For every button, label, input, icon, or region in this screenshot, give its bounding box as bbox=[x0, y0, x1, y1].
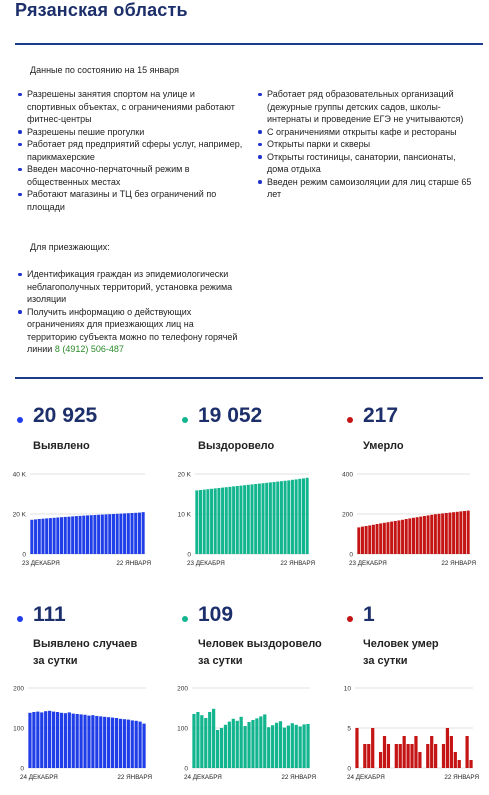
bar bbox=[394, 521, 397, 554]
bar bbox=[67, 517, 70, 554]
list-item: С ограничениями открыты кафе и рестораны bbox=[258, 126, 478, 139]
bar bbox=[403, 736, 406, 768]
bar bbox=[430, 515, 433, 554]
bar bbox=[200, 715, 203, 768]
x-tick-label-start: 24 ДЕКАБРЯ bbox=[20, 774, 58, 781]
bar bbox=[306, 724, 309, 768]
bar bbox=[123, 513, 126, 554]
bar bbox=[405, 519, 408, 554]
bar bbox=[97, 515, 100, 554]
red-dot-icon bbox=[347, 417, 353, 423]
bar bbox=[269, 482, 272, 554]
bar bbox=[214, 488, 217, 554]
bar bbox=[52, 712, 55, 768]
bar bbox=[86, 515, 89, 554]
list-item: Работает ряд предприятий сферы услуг, например, парикмахерские bbox=[18, 138, 243, 163]
bar bbox=[355, 728, 358, 768]
x-tick-label-start: 24 ДЕКАБРЯ bbox=[347, 774, 385, 781]
bar bbox=[72, 714, 75, 768]
y-tick-label: 0 bbox=[20, 765, 24, 773]
bar bbox=[87, 716, 90, 768]
bar bbox=[56, 712, 59, 768]
list-item: Работает ряд образовательных организаций (дежурные группы детских садов, школы-интернаты и проведение ЕГЭ не учитываются) bbox=[258, 88, 478, 126]
chart-recovered bbox=[172, 470, 315, 575]
bar bbox=[383, 523, 386, 554]
bar bbox=[379, 752, 382, 768]
list-item: Идентификация граждан из эпидемиологически неблагополучных территорий, установка режима изоляции bbox=[18, 268, 243, 306]
bar bbox=[79, 714, 82, 768]
bar bbox=[459, 511, 462, 554]
bar bbox=[259, 716, 262, 768]
bar bbox=[427, 515, 430, 554]
bar bbox=[376, 524, 379, 554]
bar bbox=[228, 722, 231, 768]
chart-svg bbox=[8, 684, 152, 789]
bar bbox=[60, 713, 63, 768]
bar bbox=[64, 713, 67, 768]
blue-dot-icon bbox=[17, 616, 23, 622]
stat-label: Выздоровело bbox=[198, 440, 275, 452]
stat-label-line1: Выявлено случаев bbox=[33, 638, 138, 650]
bar bbox=[387, 744, 390, 768]
stat-value: 109 bbox=[198, 603, 234, 626]
bar bbox=[119, 514, 122, 554]
bar bbox=[41, 519, 44, 554]
y-tick-label: 0 bbox=[22, 551, 26, 559]
bar bbox=[410, 744, 413, 768]
bar bbox=[76, 714, 79, 768]
bar bbox=[93, 515, 96, 554]
bar bbox=[34, 519, 37, 554]
y-tick-label: 20 K bbox=[177, 471, 191, 479]
bar bbox=[284, 481, 287, 554]
bar bbox=[107, 717, 110, 768]
red-dot-icon bbox=[347, 616, 353, 622]
stat-label: Выявлено bbox=[33, 440, 90, 452]
blue-dot-icon bbox=[17, 417, 23, 423]
bar bbox=[127, 720, 130, 768]
bar bbox=[397, 520, 400, 554]
bar bbox=[208, 712, 211, 768]
bar bbox=[75, 516, 78, 554]
bar bbox=[60, 517, 63, 554]
bar bbox=[467, 511, 470, 554]
chart-svg bbox=[335, 470, 476, 575]
bar bbox=[236, 486, 239, 554]
bar bbox=[192, 714, 195, 768]
bar bbox=[111, 718, 114, 768]
bar bbox=[361, 527, 364, 554]
bar bbox=[263, 714, 266, 768]
bar bbox=[418, 752, 421, 768]
bar bbox=[408, 518, 411, 554]
stat-label-line2: за сутки bbox=[363, 655, 408, 667]
hotline-text: Получить информацию о действующих ограничениях для приезжающих лиц на территорию субъекта можно по телефону горячей линии bbox=[27, 306, 238, 354]
bar bbox=[64, 517, 67, 554]
bar bbox=[221, 488, 224, 554]
divider-bottom bbox=[15, 377, 483, 379]
stat-value: 1 bbox=[363, 603, 375, 626]
chart-svg bbox=[172, 684, 316, 789]
bar bbox=[83, 715, 86, 768]
bar bbox=[399, 744, 402, 768]
bar bbox=[386, 522, 389, 554]
bar bbox=[395, 744, 398, 768]
stat-value: 19 052 bbox=[198, 404, 263, 427]
bar bbox=[446, 728, 449, 768]
bar bbox=[195, 490, 198, 554]
bar bbox=[456, 512, 459, 554]
bar bbox=[426, 744, 429, 768]
chart-daily-recovered bbox=[172, 684, 316, 789]
x-tick-label-start: 24 ДЕКАБРЯ bbox=[184, 774, 222, 781]
x-tick-label-start: 23 ДЕКАБРЯ bbox=[187, 560, 225, 567]
bar bbox=[36, 712, 39, 768]
stat-value: 20 925 bbox=[33, 404, 98, 427]
bar bbox=[127, 513, 130, 554]
bar bbox=[203, 490, 206, 554]
list-item: Работают магазины и ТЦ без ограничений по площади bbox=[18, 188, 243, 213]
bar bbox=[228, 487, 231, 554]
bar bbox=[265, 483, 268, 554]
y-tick-label: 100 bbox=[177, 725, 188, 733]
bar bbox=[112, 514, 115, 554]
bar bbox=[372, 525, 375, 554]
bar bbox=[210, 489, 213, 554]
x-tick-label-end: 22 ЯНВАРЯ bbox=[441, 560, 476, 567]
bar bbox=[131, 720, 134, 768]
bar bbox=[469, 760, 472, 768]
bar bbox=[250, 484, 253, 554]
y-tick-label: 200 bbox=[13, 685, 24, 693]
bar bbox=[40, 712, 43, 768]
bar bbox=[71, 516, 74, 554]
bar bbox=[287, 726, 290, 768]
bar bbox=[196, 712, 199, 768]
stat-label-line1: Человек выздоровело bbox=[198, 638, 322, 650]
bar bbox=[199, 490, 202, 554]
bar bbox=[271, 725, 274, 768]
bar bbox=[258, 484, 261, 554]
y-tick-label: 40 K bbox=[12, 471, 26, 479]
bar bbox=[273, 482, 276, 554]
bar bbox=[299, 726, 302, 768]
y-tick-label: 10 K bbox=[177, 511, 191, 519]
list-item: Открыты парки и скверы bbox=[258, 138, 478, 151]
bar bbox=[448, 513, 451, 554]
bar bbox=[414, 736, 417, 768]
x-tick-label-end: 22 ЯНВАРЯ bbox=[281, 774, 316, 781]
bar bbox=[423, 516, 426, 554]
bar bbox=[108, 514, 111, 554]
bar bbox=[45, 518, 48, 554]
x-tick-label-end: 22 ЯНВАРЯ bbox=[444, 774, 479, 781]
bar bbox=[306, 478, 309, 554]
bar bbox=[371, 728, 374, 768]
bar bbox=[279, 721, 282, 768]
bar bbox=[254, 484, 257, 554]
chart-svg bbox=[335, 684, 479, 789]
bar bbox=[357, 527, 360, 554]
chart-svg bbox=[172, 470, 315, 575]
bar bbox=[68, 712, 71, 768]
bar bbox=[445, 513, 448, 554]
stat-value: 217 bbox=[363, 404, 399, 427]
bar bbox=[95, 716, 98, 768]
bar bbox=[255, 718, 258, 768]
stat-label-line1: Человек умер bbox=[363, 638, 439, 650]
bar bbox=[116, 514, 119, 554]
bar bbox=[368, 525, 371, 554]
bar bbox=[401, 520, 404, 554]
x-tick-label-end: 22 ЯНВАРЯ bbox=[280, 560, 315, 567]
bar bbox=[142, 512, 145, 554]
list-item: Разрешены занятия спортом на улице и спортивных объектах, с ограничениями работают фитнес-центры bbox=[18, 88, 243, 126]
bar bbox=[220, 728, 223, 768]
bar bbox=[379, 523, 382, 554]
bar bbox=[298, 479, 301, 554]
x-tick-label-start: 23 ДЕКАБРЯ bbox=[22, 560, 60, 567]
divider-top bbox=[15, 43, 483, 45]
y-tick-label: 20 K bbox=[12, 511, 26, 519]
bar bbox=[119, 719, 122, 768]
bar bbox=[416, 517, 419, 554]
bar bbox=[434, 744, 437, 768]
arrivals-list bbox=[18, 268, 243, 356]
y-tick-label: 100 bbox=[13, 725, 24, 733]
bar bbox=[204, 718, 207, 768]
x-tick-label-end: 22 ЯНВАРЯ bbox=[117, 774, 152, 781]
restrictions-right-column bbox=[258, 88, 478, 201]
bar bbox=[49, 518, 52, 554]
y-tick-label: 5 bbox=[347, 725, 351, 733]
bar bbox=[287, 480, 290, 554]
bar bbox=[275, 723, 278, 768]
restrictions-left-column bbox=[18, 88, 243, 213]
bar bbox=[134, 513, 137, 554]
bar bbox=[434, 514, 437, 554]
bar bbox=[32, 712, 35, 768]
bar bbox=[367, 744, 370, 768]
x-tick-label-end: 22 ЯНВАРЯ bbox=[116, 560, 151, 567]
bar bbox=[30, 520, 33, 554]
bar bbox=[138, 513, 141, 554]
bar bbox=[135, 721, 138, 768]
bar bbox=[232, 719, 235, 768]
bar bbox=[130, 513, 133, 554]
bar bbox=[283, 728, 286, 768]
bar bbox=[450, 736, 453, 768]
bar bbox=[383, 736, 386, 768]
bar bbox=[82, 516, 85, 554]
bar bbox=[232, 486, 235, 554]
chart-daily-deaths bbox=[335, 684, 479, 789]
bar bbox=[302, 478, 305, 554]
bar bbox=[262, 483, 265, 554]
bar bbox=[406, 744, 409, 768]
y-tick-label: 0 bbox=[349, 551, 353, 559]
bar bbox=[365, 526, 368, 554]
bar bbox=[291, 480, 294, 554]
bar bbox=[276, 482, 279, 554]
bar bbox=[48, 711, 51, 768]
bar bbox=[243, 726, 246, 768]
chart-svg bbox=[8, 470, 151, 575]
y-tick-label: 0 bbox=[184, 765, 188, 773]
stat-label-line2: за сутки bbox=[198, 655, 243, 667]
data-date: Данные по состоянию на 15 января bbox=[30, 65, 179, 75]
chart-deaths bbox=[335, 470, 476, 575]
bar bbox=[53, 518, 56, 554]
bar bbox=[240, 717, 243, 768]
bar bbox=[115, 718, 118, 768]
bar bbox=[302, 724, 305, 768]
y-tick-label: 400 bbox=[342, 471, 353, 479]
bar bbox=[442, 744, 445, 768]
bar bbox=[217, 488, 220, 554]
bar bbox=[101, 515, 104, 554]
bar bbox=[225, 487, 228, 554]
y-tick-label: 200 bbox=[342, 511, 353, 519]
bar bbox=[441, 513, 444, 554]
bar bbox=[79, 516, 82, 554]
bar bbox=[243, 485, 246, 554]
bar bbox=[247, 722, 250, 768]
bar bbox=[142, 724, 145, 768]
bar bbox=[236, 721, 239, 768]
bar bbox=[216, 730, 219, 768]
bar bbox=[390, 522, 393, 554]
chart-detected bbox=[8, 470, 151, 575]
stat-label: Умерло bbox=[363, 440, 404, 452]
page-title: Рязанская область bbox=[15, 0, 188, 20]
list-item: Открыты гостиницы, санатории, пансионаты, дома отдыха bbox=[258, 151, 478, 176]
bar bbox=[56, 518, 59, 555]
bar bbox=[465, 736, 468, 768]
chart-daily-detected bbox=[8, 684, 152, 789]
green-dot-icon bbox=[182, 417, 188, 423]
bar bbox=[363, 744, 366, 768]
bar bbox=[412, 518, 415, 554]
bar bbox=[438, 514, 441, 554]
bar bbox=[138, 722, 141, 768]
bar bbox=[123, 719, 126, 768]
list-item bbox=[18, 306, 243, 356]
bar bbox=[103, 717, 106, 768]
x-tick-label-start: 23 ДЕКАБРЯ bbox=[349, 560, 387, 567]
bar bbox=[239, 486, 242, 554]
bar bbox=[280, 481, 283, 554]
bar bbox=[99, 716, 102, 768]
stat-value: 111 bbox=[33, 603, 66, 626]
bar bbox=[463, 511, 466, 554]
bar bbox=[295, 479, 298, 554]
y-tick-label: 200 bbox=[177, 685, 188, 693]
list-item: Разрешены пешие прогулки bbox=[18, 126, 243, 139]
list-item: Введен режим самоизоляции для лиц старше 65 лет bbox=[258, 176, 478, 201]
bar bbox=[419, 517, 422, 554]
bar bbox=[91, 715, 94, 768]
bar bbox=[458, 760, 461, 768]
bar bbox=[454, 752, 457, 768]
y-tick-label: 0 bbox=[187, 551, 191, 559]
stat-label-line2: за сутки bbox=[33, 655, 78, 667]
bar bbox=[212, 709, 215, 768]
bar bbox=[251, 720, 254, 768]
bar bbox=[206, 489, 209, 554]
arrivals-title: Для приезжающих: bbox=[30, 242, 110, 252]
bar bbox=[105, 514, 108, 554]
bar bbox=[291, 723, 294, 768]
bar bbox=[90, 515, 93, 554]
bar bbox=[44, 711, 47, 768]
bar bbox=[28, 713, 31, 768]
bar bbox=[38, 519, 41, 554]
bar bbox=[267, 727, 270, 768]
list-item: Введен масочно-перчаточный режим в общественных местах bbox=[18, 163, 243, 188]
y-tick-label: 10 bbox=[343, 685, 351, 693]
bar bbox=[247, 485, 250, 554]
y-tick-label: 0 bbox=[347, 765, 351, 773]
bar bbox=[430, 736, 433, 768]
bar bbox=[452, 512, 455, 554]
bar bbox=[295, 725, 298, 768]
bar bbox=[224, 725, 227, 768]
green-dot-icon bbox=[182, 616, 188, 622]
hotline-phone-link[interactable]: 8 (4912) 506-487 bbox=[54, 344, 124, 354]
